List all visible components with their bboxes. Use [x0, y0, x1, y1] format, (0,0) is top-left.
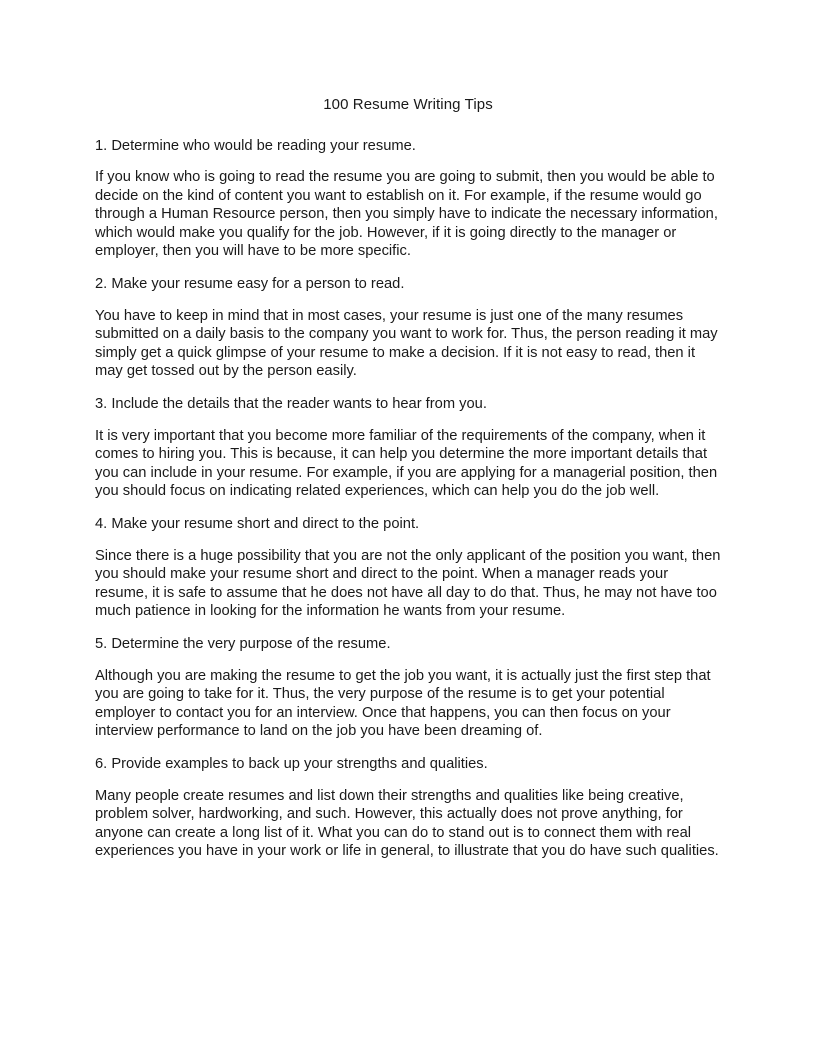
tip-body-6: Many people create resumes and list down their strengths and qualities like being creative, problem solver, hardworking, and such. However, this actually does not prove anything, for anyone can create a long list of it. What you can do to stand out is to connect them with real experiences you have in your work or life in general, to illustrate that you do have such qualities.: [95, 787, 719, 860]
tip-heading-4: 4. Make your resume short and direct to the point.: [95, 516, 420, 532]
tip-section-5: [95, 635, 721, 741]
tip-section-2: [95, 275, 721, 381]
tip-heading-1: 1. Determine who would be reading your resume.: [95, 137, 416, 154]
tip-body-4: Since there is a huge possibility that you are not the only applicant of the position you want, then you should make your resume short and direct to the point. When a manager reads your resume, it is safe to assume that he does not have all day to do that. Thus, he may not have too much patience in looking for the information he wants from your resume.: [95, 547, 721, 620]
tip-body-5: Although you are making the resume to get the job you want, it is actually just the first step that you are going to take for it. Thus, the very purpose of the resume is to get your potential employer to contact you for an interview. Once that happens, you can then focus on your interview performance to land on the job you have been dreaming of.: [95, 667, 711, 740]
tip-heading-3: 3. Include the details that the reader wants to hear from you.: [95, 396, 487, 413]
tip-body-3: It is very important that you become more familiar of the requirements of the company, when it comes to hiring you. This is because, it can help you determine the more important details that you can include in your resume. For example, if you are applying for a managerial position, then you should focus on indicating related experiences, which can help you do the job well.: [95, 427, 718, 500]
tip-section-6: [95, 755, 721, 861]
tip-heading-5: 5. Determine the very purpose of the resume.: [95, 635, 391, 652]
tip-heading-2: 2. Make your resume easy for a person to read.: [95, 276, 405, 293]
tip-heading-6: 6. Provide examples to back up your strengths and qualities.: [95, 755, 488, 772]
tip-section-4: [95, 515, 721, 621]
document-text-body: [95, 96, 721, 861]
document-title: 100 Resume Writing Tips: [323, 96, 493, 113]
tip-body-2: You have to keep in mind that in most cases, your resume is just one of the many resumes submitted on a daily basis to the company you want to work for. Thus, the person reading it may simply get a quick glimpse of your resume to make a decision. If it is not easy to read, then it may get tossed out by the person easily.: [95, 307, 718, 380]
tip-section-3: [95, 395, 721, 501]
tip-body-1: If you know who is going to read the resume you are going to submit, then you would be able to decide on the kind of content you want to establish on it. For example, if the resume would go through a Human Resource person, then you simply have to indicate the necessary information, which would make you qualify for the job. However, if it is going directly to the manager or employer, then you will have to be more specific.: [95, 169, 718, 260]
tip-section-1: [95, 137, 721, 262]
